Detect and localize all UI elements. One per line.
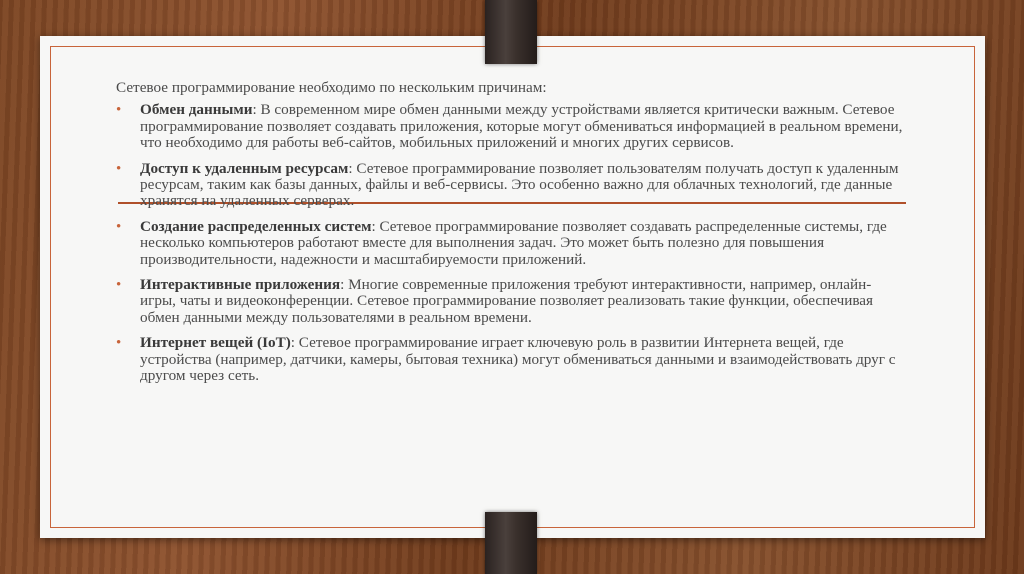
item-term: Интерактивные приложения <box>140 276 341 294</box>
list-item <box>116 161 906 210</box>
bottom-binder-clip <box>485 512 537 574</box>
item-text: : Сетевое программирование позволяет создавать распределенные системы, где несколько компьютеров работают вместе для выполнения задач. Это может быть полезно для повышения производительности, надежности и масштабируемости приложений. <box>140 217 887 268</box>
item-term: Создание распределенных систем <box>140 217 372 235</box>
bullet-icon: • <box>116 277 122 294</box>
bullet-icon: • <box>116 335 122 352</box>
bullet-icon: • <box>116 218 122 235</box>
item-term: Доступ к удаленным ресурсам <box>140 159 349 177</box>
item-term: Обмен данными <box>140 101 253 119</box>
slide-content <box>116 80 906 394</box>
item-text: : Сетевое программирование позволяет пользователям получать доступ к удаленным ресурсам, таким как базы данных, файлы и веб-сервисы. Это особенно важно для облачных технологий, где данные хранятся на удаленных серверах. <box>140 159 899 210</box>
item-text: : Сетевое программирование играет ключевую роль в развитии Интернета вещей, где устройства (например, датчики, камеры, бытовая техника) могут обмениваться данными и взаимодействовать друг с другом через сеть. <box>140 334 896 385</box>
top-binder-clip <box>485 0 537 64</box>
item-text: : В современном мире обмен данными между устройствами является критически важным. Сетевое программирование позволяет создавать приложения, которые могут обмениваться информацией в реальном времени, что необходимо для работы веб-сайтов, мобильных приложений и многих других сервисов. <box>140 101 903 152</box>
list-item <box>116 102 906 151</box>
item-text: : Многие современные приложения требуют интерактивности, например, онлайн-игры, чаты и видеоконференции. Сетевое программирование позволяет реализовать такие функции, обеспечивая обмен данными между пользователями в реальном времени. <box>140 276 874 326</box>
bullet-icon: • <box>116 160 122 177</box>
reasons-list <box>116 102 906 384</box>
list-item <box>116 219 906 268</box>
list-item <box>116 335 906 384</box>
bullet-icon: • <box>116 102 122 119</box>
list-item <box>116 277 906 326</box>
item-term: Интернет вещей (IoT) <box>140 334 291 352</box>
intro-text: Сетевое программирование необходимо по нескольким причинам: <box>116 79 547 96</box>
